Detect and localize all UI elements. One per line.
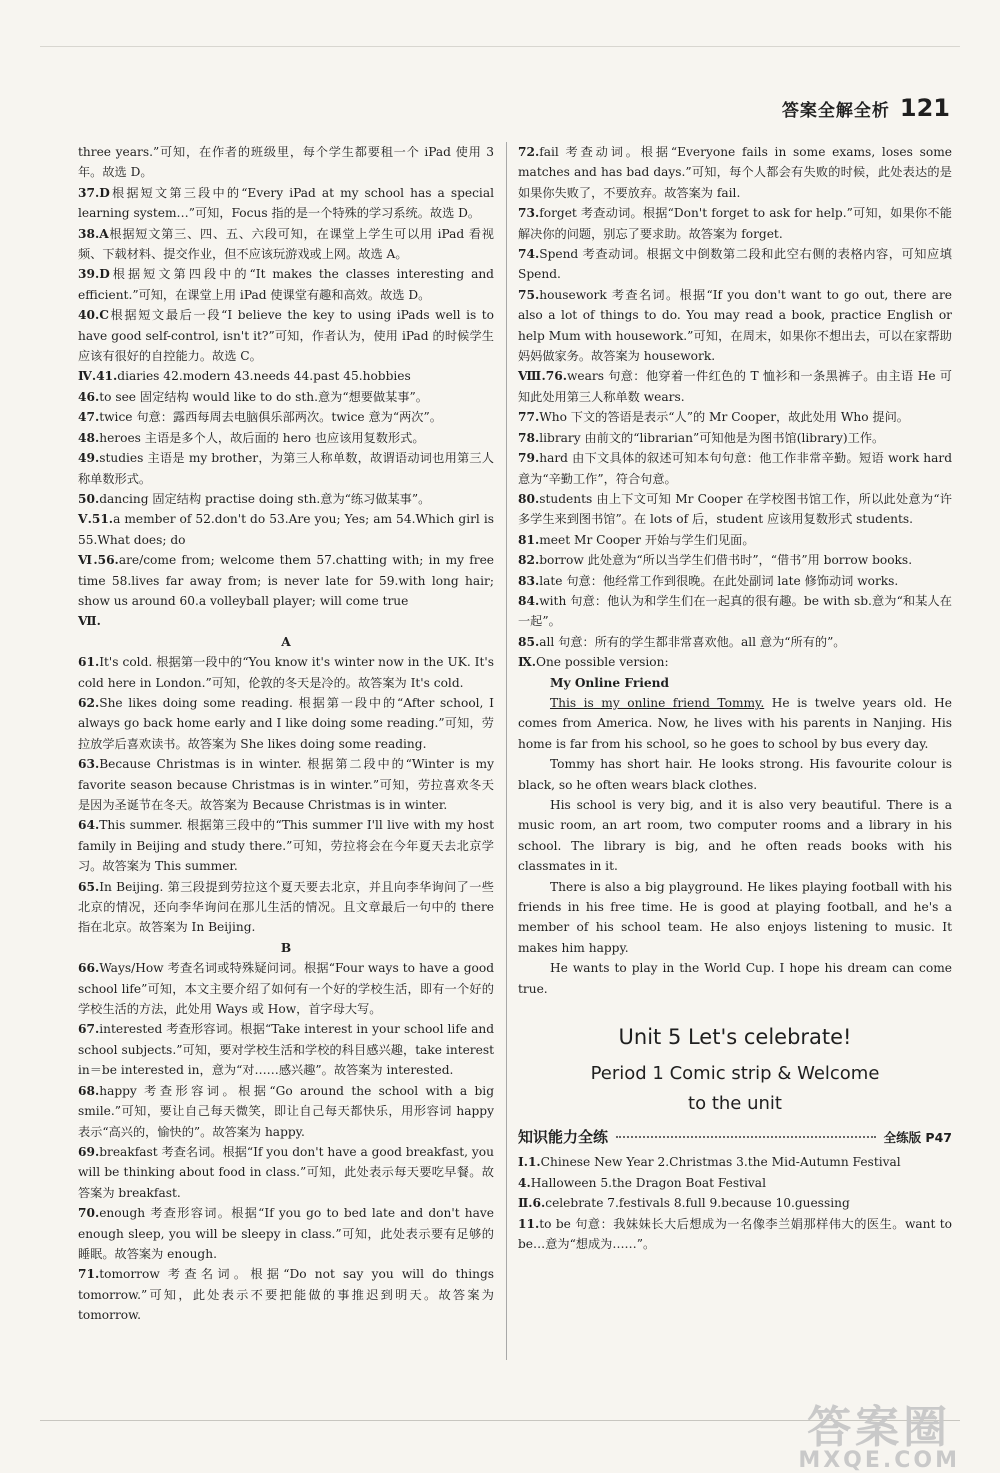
answer-number: 49. xyxy=(78,451,100,466)
answer-number: Ⅶ. xyxy=(78,614,101,629)
answer-item xyxy=(78,550,494,611)
answer-number: 38.A xyxy=(78,226,109,241)
section-label: A xyxy=(281,634,291,649)
answer-number: 46. xyxy=(78,389,100,404)
answer-text: 根据短文第三段中的“Every iPad at my school has a special learning system…”可知，Focus 指的是一个特殊的学习系统。故选 D。 xyxy=(78,185,494,221)
essay-paragraph: Tommy has short hair. He looks strong. His favourite colour is black, so he often wears black clothes. xyxy=(518,757,952,792)
answer-item xyxy=(78,448,494,489)
answer-text: breakfast 考查名词。根据“If you don't have a good breakfast, you will be thinking about food in class.”可知，此处表示每天要吃早餐。故答案为 breakfast. xyxy=(78,1144,494,1200)
answer-text: late 句意：他经常工作到很晚。在此处副词 late 修饰动词 works. xyxy=(539,573,899,588)
answer-number: 67. xyxy=(78,1022,100,1037)
exercise-header xyxy=(518,1127,952,1148)
answer-number: 62. xyxy=(78,695,100,710)
answer-text: Because Christmas is in winter. 根据第二段中的“Winter is my favorite season because Christmas is in winter.”可知，劳拉喜欢冬天是因为圣诞节在冬天。故答案为 Because Christmas is in winter. xyxy=(78,757,494,812)
answer-item xyxy=(518,1214,952,1255)
answer-item xyxy=(518,591,952,632)
answer-item xyxy=(78,428,494,448)
essay-title: My Online Friend xyxy=(550,675,670,690)
watermark-url: MXQE.COM xyxy=(798,1448,960,1473)
answer-text: wears 句意：他穿着一件红色的 T 恤衫和一条黑裤子。由主语 He 可知此处用第三人称单数 wears. xyxy=(518,369,952,404)
right-column xyxy=(518,142,952,1255)
answer-number: 79. xyxy=(518,451,540,466)
top-rule xyxy=(40,46,960,47)
answer-number: 78. xyxy=(518,430,540,445)
answer-number: 66. xyxy=(78,961,100,976)
column-divider xyxy=(506,142,507,1360)
answer-text: hard 由下文具体的叙述可知本句句意：他工作非常辛勤。短语 work hard 意为“辛勤工作”，符合句意。 xyxy=(518,451,952,486)
answer-number: Ⅰ.1. xyxy=(518,1155,541,1170)
answer-text: One possible version: xyxy=(535,655,669,670)
essay-paragraph-rest: He is twelve years old. He comes from America. Now, he lives with his parents in Nanjing. His home is far from his school, so he goes to school by bus every day. xyxy=(518,695,952,751)
answer-number: 50. xyxy=(78,491,100,506)
essay-paragraph: He wants to play in the World Cup. I hope his dream can come true. xyxy=(518,961,952,996)
answer-item xyxy=(78,958,494,1019)
answer-text: library 由前文的“librarian”可知他是为图书馆(library)工作。 xyxy=(539,430,885,445)
answer-text: fail 考查动词。根据“Everyone fails in some exams, loses some matches and has bad days.”可知，每个人都会有失败的时候，此处表达的是如果你失败了，不要放弃。故答案为 fail. xyxy=(518,145,952,200)
essay xyxy=(518,673,952,1000)
exercise-reference: 全练版 P47 xyxy=(883,1130,952,1146)
answer-text: happy 考查形容词。根据“Go around the school with a big smile.”可知，要让自己每天微笑，即让自己每天都快乐，用形容词 happy 表示“高兴的，愉快的”。故答案为 happy. xyxy=(78,1083,494,1139)
answer-text: forget 考查动词。根据“Don't forget to ask for help.”可知，如果你不能解决你的问题，别忘了要求助。故答案为 forget. xyxy=(518,206,952,241)
answer-text: dancing 固定结构 practise doing sth.意为“练习做某事”。 xyxy=(99,491,431,506)
answer-text: Chinese New Year 2.Christmas 3.the Mid-Autumn Festival xyxy=(540,1155,901,1170)
watermark-text: 答案圈 xyxy=(807,1402,952,1453)
answer-text: to see 固定结构 would like to do sth.意为“想要做某事”。 xyxy=(99,389,428,404)
answer-number: 64. xyxy=(78,818,100,833)
answer-text: heroes 主语是多个人，故后面的 hero 也应该用复数形式。 xyxy=(99,430,425,445)
answer-text: Halloween 5.the Dragon Boat Festival xyxy=(530,1175,766,1190)
essay-paragraph: There is also a big playground. He likes playing football with his friends in his free time. He is good at playing football, and he's a member of his school team. He also enjoys listening to music. It makes him happy. xyxy=(518,879,952,955)
answer-item xyxy=(78,224,494,265)
answer-item xyxy=(518,571,952,591)
answer-item xyxy=(518,550,952,570)
answer-text: tomorrow 考查名词。根据“Do not say you will do things tomorrow.”可知，此处表示不要把能做的事推迟到明天。故答案为 tomorrow. xyxy=(78,1267,494,1323)
answer-item xyxy=(78,611,494,631)
answer-item xyxy=(518,652,952,672)
answer-item xyxy=(78,1081,494,1142)
answer-text: Spend 考查动词。根据文中倒数第二段和此空右侧的表格内容，可知应填 Spend. xyxy=(518,247,952,282)
answer-number: 74. xyxy=(518,247,540,262)
answer-number: 77. xyxy=(518,410,540,425)
answer-text: celebrate 7.festivals 8.full 9.because 10.guessing xyxy=(545,1196,850,1211)
period-title-line: to the unit xyxy=(688,1093,782,1115)
answer-number: 73. xyxy=(518,206,540,221)
answer-number: 40.C xyxy=(78,308,109,323)
answer-number: 11. xyxy=(518,1216,540,1231)
answer-item xyxy=(78,387,494,407)
unit-title: Unit 5 Let's celebrate! xyxy=(618,1025,852,1050)
answer-number: 4. xyxy=(518,1175,531,1190)
answer-text: enough 考查形容词。根据“If you go to bed late and don't have enough sleep, you will be sleepy in class.”可知，此处表示要有足够的睡眠。故答案为 enough. xyxy=(78,1206,494,1261)
answer-text: to be 句意：我妹妹长大后想成为一名像李兰娟那样伟大的医生。want to be…意为“想成为……”。 xyxy=(518,1216,952,1252)
exercise-title: 知识能力全练 xyxy=(518,1128,609,1147)
right-answers xyxy=(518,142,952,673)
answer-text: In Beijing. 第三段提到劳拉这个夏天要去北京，并且向李华询问了一些北京的情况，还向李华询问在那儿生活的情况。且文章最后一句中的 there 指在北京。故答案为 In Beijing. xyxy=(78,879,494,935)
answer-item xyxy=(78,754,494,815)
answer-item xyxy=(78,305,494,366)
answer-text: studies 主语是 my brother，为第三人称单数，故谓语动词也用第三人称单数形式。 xyxy=(78,451,494,486)
answer-item xyxy=(78,1264,494,1325)
period-title-line: Period 1 Comic strip & Welcome xyxy=(590,1063,880,1085)
essay-paragraph: His school is very big, and it is also very beautiful. There is a music room, an art room, two computer rooms and a library in his school. The library is big, and he often reads books with his classmates in it. xyxy=(518,798,952,874)
answer-item xyxy=(78,509,494,550)
answer-number: Ⅷ.76. xyxy=(518,369,567,384)
answer-number: 68. xyxy=(78,1083,100,1098)
answer-number: 70. xyxy=(78,1206,100,1221)
answer-number: 84. xyxy=(518,593,540,608)
answer-text: students 由上下文可知 Mr Cooper 在学校图书馆工作，所以此处意为“许多学生来到图书馆”。在 lots of 后，student 应该用复数形式 students. xyxy=(518,491,952,527)
answer-text: This summer. 根据第三段中的“This summer I'll live with my host family in Beijing and study there.”可知，劳拉将会在今年夏天去北京学习。故答案为 This summer. xyxy=(78,818,494,874)
answer-text: a member of 52.don't do 53.Are you; Yes; am 54.Which girl is 55.What does; do xyxy=(78,512,495,547)
essay-first-sentence: This is my online friend Tommy. xyxy=(550,695,765,710)
answer-item xyxy=(78,407,494,427)
answer-number: Ⅱ.6. xyxy=(518,1196,546,1211)
answer-item xyxy=(78,366,494,386)
answer-text: three years.”可知，在作者的班级里，每个学生都要租一个 iPad 使用 3 年。故选 D。 xyxy=(78,145,494,180)
answer-item xyxy=(518,244,952,285)
header-title: 答案全解全析 xyxy=(781,101,890,121)
page-number: 121 xyxy=(899,94,950,122)
answer-text: are/come from; welcome them 57.chatting with; in my free time 58.lives far away from; is never late for 59.with long hair; show us around 60.a volleyball player; will come true xyxy=(78,553,494,608)
answer-text: Ways/How 考查名词或特殊疑问词。根据“Four ways to have a good school life”可知，本文主要介绍了如何有一个好的学校生活，即有一个好的学校生活的方法，此处用 Ways 或 How，首字母大写。 xyxy=(78,961,494,1017)
answer-number: 75. xyxy=(518,287,540,302)
answer-number: Ⅳ.41. xyxy=(78,369,118,384)
answer-item xyxy=(78,142,494,183)
answer-item xyxy=(518,1193,952,1213)
answer-item xyxy=(518,366,952,407)
answer-text: with 句意：他认为和学生们在一起真的很有趣。be with sb.意为“和某人在一起”。 xyxy=(518,593,952,629)
answer-text: all 句意：所有的学生都非常喜欢他。all 意为“所有的”。 xyxy=(539,634,846,649)
exercise-answers xyxy=(518,1152,952,1254)
answer-item xyxy=(78,1203,494,1264)
answer-item xyxy=(78,815,494,876)
answer-number: Ⅸ. xyxy=(518,655,536,670)
answer-number: 80. xyxy=(518,491,540,506)
dot-leader xyxy=(616,1136,876,1138)
answer-text: borrow 此处意为“所以当学生们借书时”，“借书”用 borrow books. xyxy=(539,553,913,568)
answer-number: Ⅵ.56. xyxy=(78,553,119,568)
answer-number: 82. xyxy=(518,553,540,568)
answer-text: interested 考查形容词。根据“Take interest in your school life and school subjects.”可知，要对学校生活和学校的科目感兴趣，take interest in＝be interested in，意为“对……感兴趣”。故答案为 interested. xyxy=(78,1022,494,1078)
page-header xyxy=(782,94,950,122)
answer-text: twice 句意：露西每周去电脑俱乐部两次。twice 意为“两次”。 xyxy=(99,410,442,425)
answer-text: Who 下文的答语是表示“人”的 Mr Cooper，故此处用 Who 提问。 xyxy=(539,410,909,425)
answer-item xyxy=(518,530,952,550)
answer-number: 69. xyxy=(78,1144,100,1159)
answer-text: meet Mr Cooper 开始与学生们见面。 xyxy=(539,532,755,547)
answer-number: 37.D xyxy=(78,185,110,200)
answer-text: diaries 42.modern 43.needs 44.past 45.hobbies xyxy=(117,369,411,384)
answer-item xyxy=(518,203,952,244)
answer-item xyxy=(518,1173,952,1193)
left-column xyxy=(78,142,494,1326)
answer-number: 48. xyxy=(78,430,100,445)
answer-number: 83. xyxy=(518,573,540,588)
answer-item xyxy=(518,1152,952,1172)
section-label: B xyxy=(280,940,292,955)
answer-number: 39.D xyxy=(78,267,110,282)
answer-item xyxy=(518,489,952,530)
answer-item xyxy=(518,428,952,448)
answer-item xyxy=(518,285,952,367)
watermark-logo xyxy=(798,1402,960,1473)
answer-item xyxy=(78,1019,494,1080)
essay-paragraph xyxy=(518,693,952,754)
answer-number: 71. xyxy=(78,1267,100,1282)
answer-text: 根据短文第三、四、五、六段可知，在课堂上学生可以用 iPad 看视频、下载材料、提交作业，但不应该玩游戏或上网。故选 A。 xyxy=(78,226,494,262)
answer-item xyxy=(518,632,952,652)
answer-number: 61. xyxy=(78,655,100,670)
answer-text: It's cold. 根据第一段中的“You know it's winter now in the UK. It's cold here in London.”可知，伦敦的冬天是冷的。故答案为 It's cold. xyxy=(78,655,494,690)
answer-text: 根据短文第四段中的“It makes the classes interesting and efficient.”可知，在课堂上用 iPad 使课堂有趣和高效。故选 D。 xyxy=(78,267,494,302)
answer-number: 65. xyxy=(78,879,100,894)
answer-number: 72. xyxy=(518,145,540,159)
answer-item xyxy=(78,183,494,224)
answer-number: 63. xyxy=(78,757,100,772)
answer-item xyxy=(518,448,952,489)
answer-number: 81. xyxy=(518,532,540,547)
answer-item xyxy=(78,489,494,509)
answer-item xyxy=(518,142,952,203)
answer-number: Ⅴ.51. xyxy=(78,512,114,527)
answer-item xyxy=(78,693,494,754)
answer-item xyxy=(78,1142,494,1203)
answer-item xyxy=(78,877,494,938)
answer-text: 根据短文最后一段“I believe the key to using iPads well is to have good self-control, isn't it?”可知，作者认为，使用 iPad 的时候学生应该有很好的自控能力。故选 C。 xyxy=(78,308,494,364)
answer-text: She likes doing some reading. 根据第一段中的“After school, I always go back home early and I like doing some reading.”可知，劳拉放学后喜欢读书。故答案为 She likes doing some reading. xyxy=(78,695,494,751)
answer-number: 85. xyxy=(518,634,540,649)
answer-item xyxy=(78,652,494,693)
answer-text: housework 考查名词。根据“If you don't want to go out, there are also a lot of things to do. You may read a book, practice English or help Mum with housework.”可知，在周末，如果你不想出去，可以在家帮助妈妈做家务。故答案为 housework. xyxy=(518,287,952,364)
answer-number: 47. xyxy=(78,410,100,425)
period-title xyxy=(518,1059,952,1119)
answer-item xyxy=(518,407,952,427)
answer-item xyxy=(78,264,494,305)
